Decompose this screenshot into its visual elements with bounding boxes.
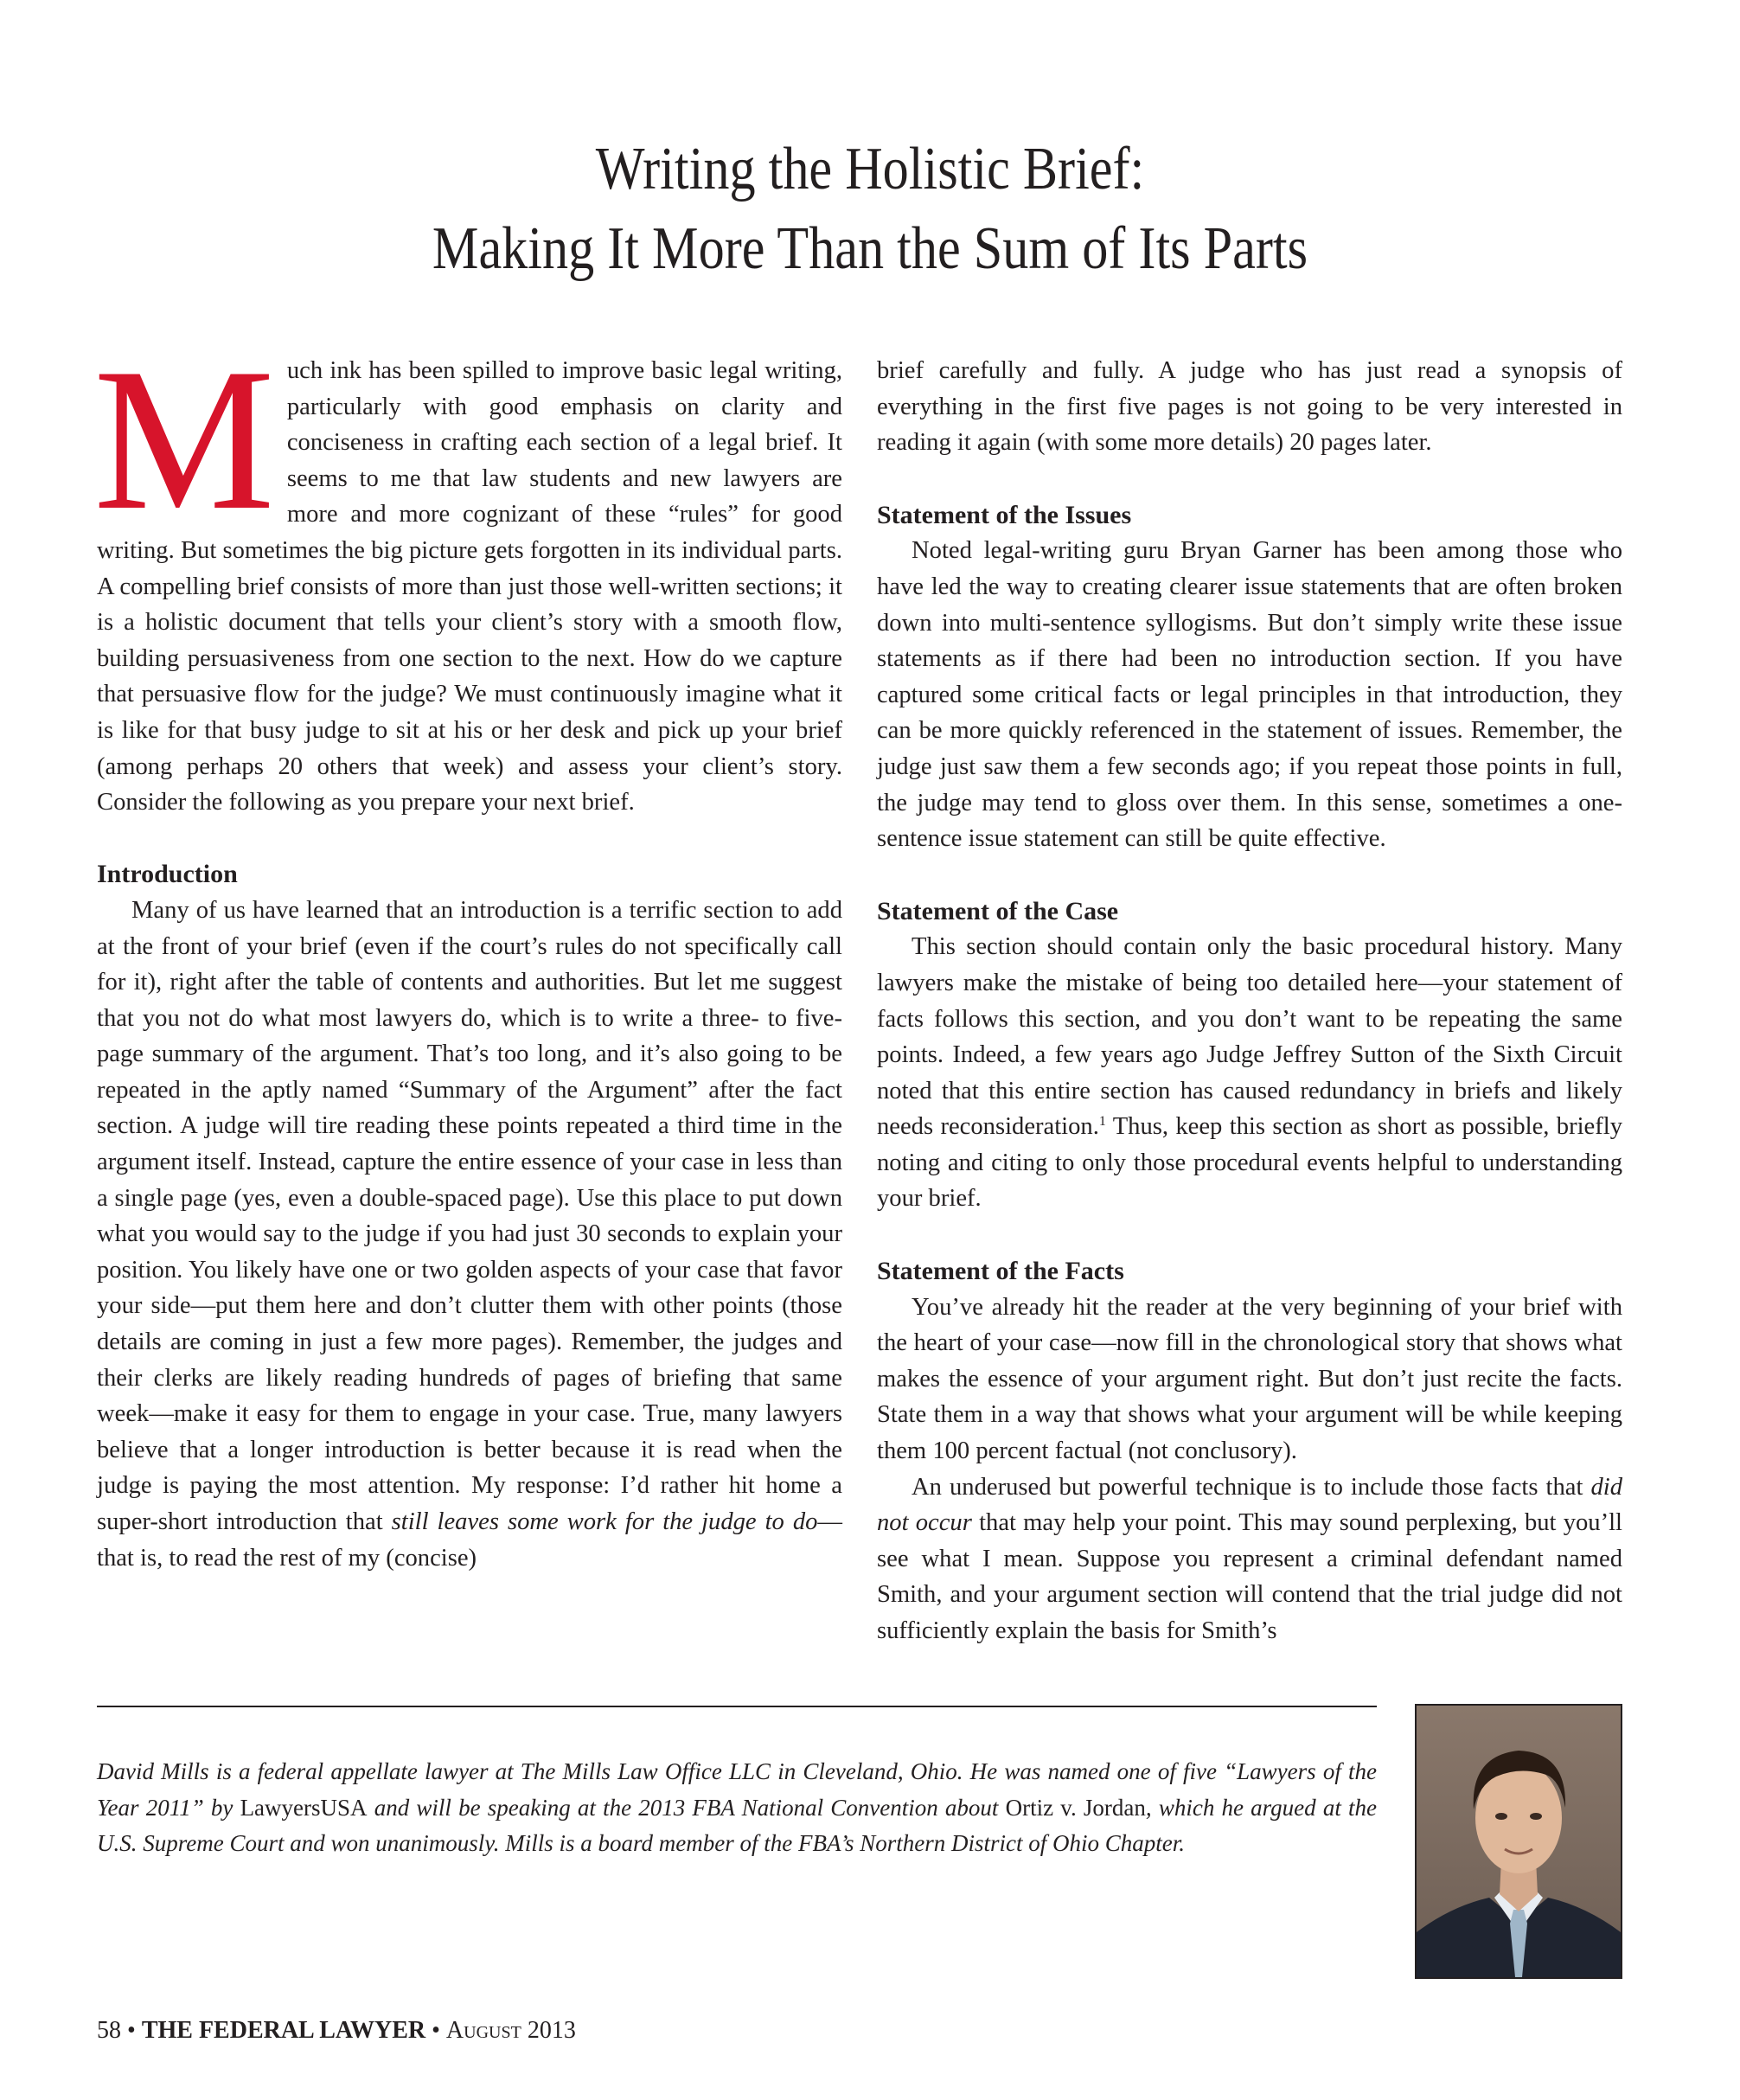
footer-bullet: • [127,2017,142,2044]
case-paragraph [877,929,1622,1217]
bio-publication: LawyersUSA [240,1794,368,1821]
case-text-b: Thus, keep this section as short as possible, briefly noting and citing to only those procedural events helpful to understanding your brief. [877,1113,1622,1213]
author-photo [1415,1704,1622,1979]
introduction-paragraph [97,893,842,1576]
intro-text: uch ink has been spilled to improve basic legal writing, particularly with good emphasis on clarity and conciseness in crafting each section of a legal brief. It seems to me that law students and new lawyers are more and more cognizant of these “rules” for good writing. But sometimes the big picture gets forgotten in its individual parts. A compelling brief consists of more than just those well-written sections; it is a holistic document that tells your client’s story with a smooth flow, building persuasiveness from one section to the next. How do we capture that persuasive flow for the judge? We must continuously imagine what it is like for that busy judge to sit at his or her desk and pick up your brief (among perhaps 20 others that week) and assess your client’s story. Consider the following as you prepare your next brief. [97,357,842,816]
footer-bullet-2: • [432,2017,446,2044]
bio-text-e: , which he argued at the U.S. Supreme Court and won unanimously. Mills is a board member of the FBA’s Northern District of Ohio Chapter. [97,1794,1377,1857]
facts-text-a: An underused but powerful technique is to include those facts that [912,1473,1591,1501]
title-line-1: Writing the Holistic Brief: [595,136,1145,202]
page-number: 58 [97,2017,121,2044]
case-text-a: This section should contain only the basic procedural history. Many lawyers make the mistake of being too detailed here—your statement of facts follows this section, and you don’t want to be repeating the same points. Indeed, a few years ago Judge Jeffrey Sutton of the Sixth Circuit noted that this entire section has caused redundancy in briefs and likely needs reconsideration. [877,933,1622,1141]
facts-paragraph-1: You’ve already hit the reader at the very beginning of your brief with the heart of your case—now fill in the chronological story that shows what makes the essence of your argument right. But don’t just recite the facts. State them in a way that shows what your argument will be while keeping them 100 percent factual (not conclusory). [877,1293,1622,1465]
issues-paragraph: Noted legal-writing guru Bryan Garner has been among those who have led the way to creating clearer issue statements that are often broken down into multi-sentence syllogisms. But don’t simply write these issue statements as if there had been no introduction section. If you have captured some critical facts or legal principles in that introduction, they can be more quickly referenced in the statement of issues. Remember, the judge just saw them a few seconds ago; if you repeat those points in full, the judge may tend to gloss over them. In this sense, sometimes a one-sentence issue statement can still be quite effective. [877,537,1622,853]
heading-introduction: Introduction [97,860,238,889]
bio-text-c: and will be speaking at the 2013 FBA National Convention about [367,1794,1006,1821]
heading-facts: Statement of the Facts [877,1257,1124,1286]
facts-paragraph-2 [877,1469,1622,1649]
introduction-emphasis: still leaves some work for the judge to do [391,1508,818,1535]
introduction-text-b: —that is, to read the rest of my (concise) [97,1508,843,1572]
publication-name: THE FEDERAL LAWYER [141,2017,426,2044]
issue-date: August 2013 [445,2017,576,2044]
introduction-continued: brief carefully and fully. A judge who has just read a synopsis of everything in the first five pages is not going to be very interested in reading it again (with some more details) 20 pages later. [877,357,1622,457]
article-title [122,130,1618,289]
drop-cap: M [93,327,275,553]
heading-issues: Statement of the Issues [877,500,1132,529]
footnote-marker: 1 [1098,1114,1106,1130]
intro-paragraph [93,327,842,821]
bio-divider [97,1706,1377,1707]
facts-emphasis: did not occur [877,1473,1622,1537]
heading-case: Statement of the Case [877,896,1119,925]
bio-case-name: Ortiz v. Jordan [1005,1794,1146,1821]
page-footer [97,2015,576,2046]
right-column [877,353,1622,1649]
author-bio [97,1754,1377,1862]
introduction-text-a: Many of us have learned that an introduction is a terrific section to add at the front of your brief (even if the court’s rules do not specifically call for it), right after the table of contents and authorities. But let me suggest that you not do what most lawyers do, which is to write a three- to five-page summary of the argument. That’s too long, and it’s also going to be repeated in the aptly named “Summary of the Argument” after the fact section. A judge will tire reading these points repeated a third time in the argument itself. Instead, capture the entire essence of your case in less than a single page (yes, even a double-spaced page). Use this place to put down what you would say to the judge if you had just 30 seconds to explain your position. You likely have one or two golden aspects of your case that favor your side—put them here and don’t clutter them with other points (those details are coming in just a few more pages). Remember, the judges and their clerks are likely reading hundreds of pages of briefing that same week—make it easy for them to engage in your case. True, many lawyers believe that a longer introduction is better because it is read when the judge is paying the most attention. My response: I’d rather hit home a super-short introduction that [97,896,842,1535]
title-line-2: Making It More Than the Sum of Its Parts [432,215,1308,282]
bio-text-a: David Mills is a federal appellate lawyer at The Mills Law Office LLC in Cleveland, Ohio. He was named one of five “Lawyers of the Year 2011” by [97,1758,1377,1821]
author-portrait-image [1417,1706,1621,1977]
left-column [93,327,843,1576]
facts-text-b: that may help your point. This may sound perplexing, but you’ll see what I mean. Suppose you represent a criminal defendant named Smith, and your argument section will contend that the trial judge did not sufficiently explain the basis for Smith’s [877,1509,1622,1644]
